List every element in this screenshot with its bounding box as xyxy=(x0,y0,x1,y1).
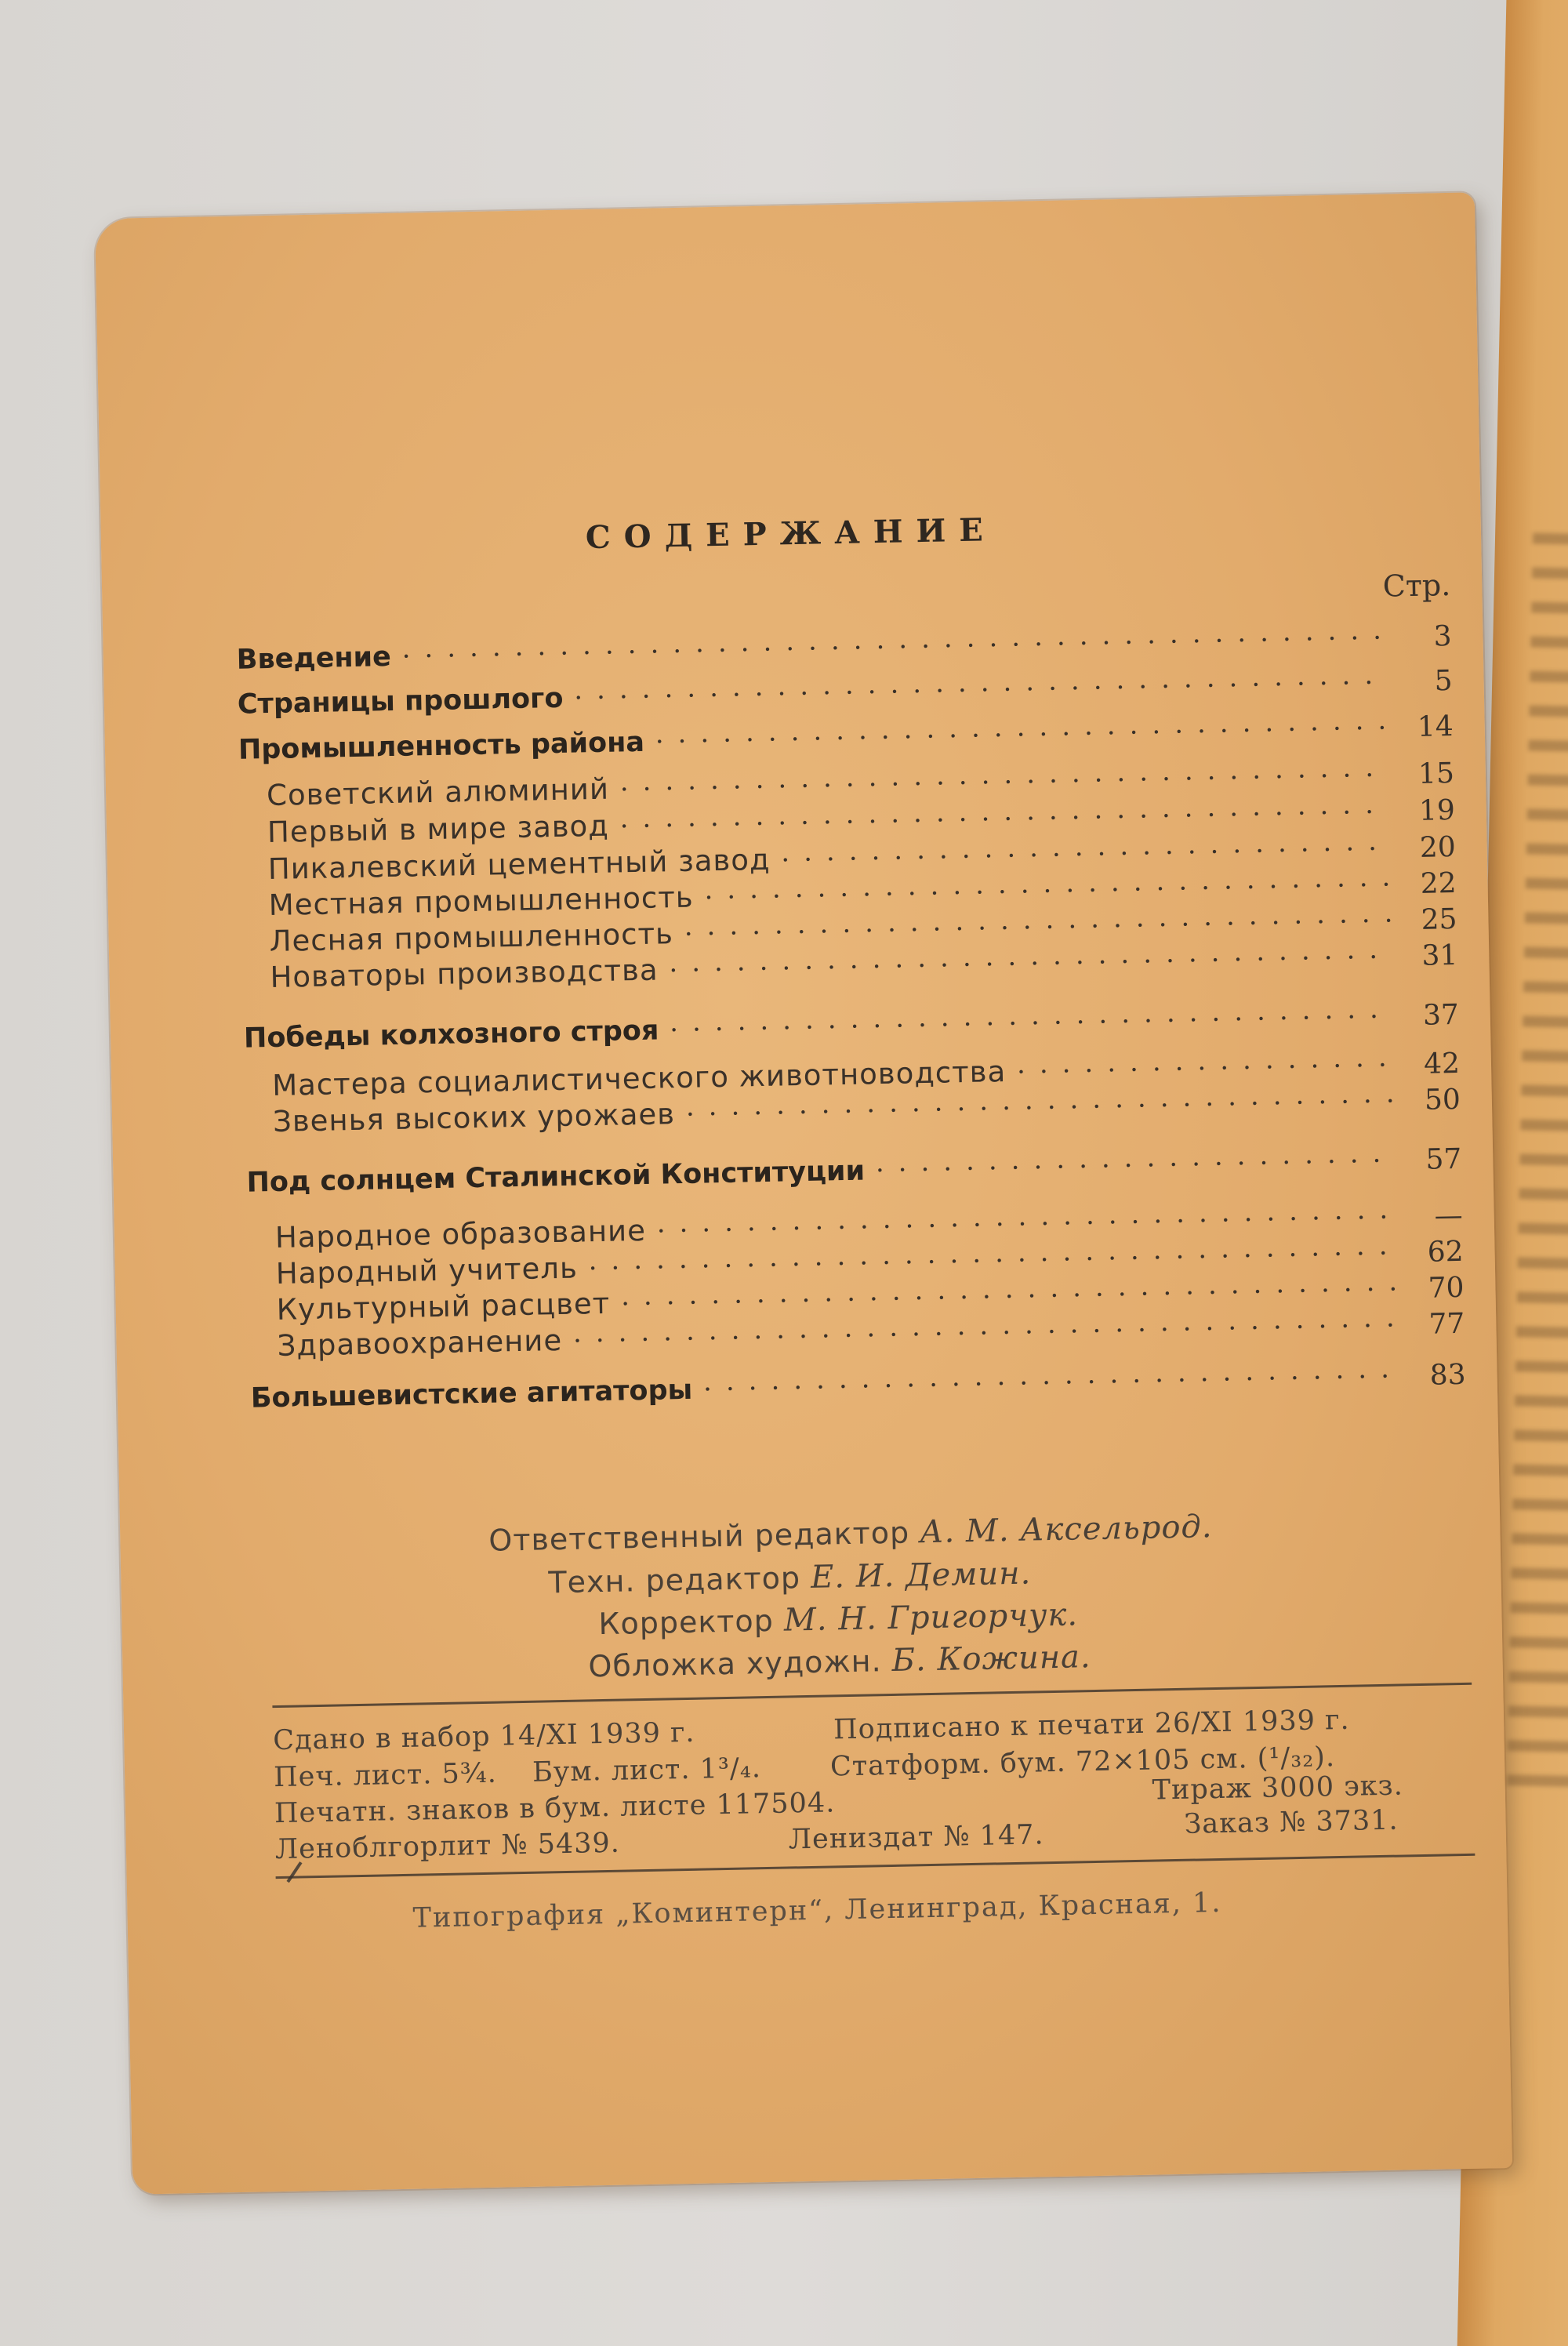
imprint-publisher: Лениздат № 147. xyxy=(788,1819,1044,1856)
toc-entry-title: Большевистские агитаторы xyxy=(250,1374,693,1414)
imprint-paper-sheets: Бум. лист. 1³/₄. xyxy=(532,1752,762,1789)
toc-entry-title: Победы колхозного строя xyxy=(243,1015,659,1055)
toc-entry-page: 5 xyxy=(1434,664,1454,698)
imprint-censor: Леноблгорлит № 5439. xyxy=(274,1827,621,1866)
credit-line xyxy=(548,1556,1032,1601)
book-page xyxy=(95,192,1512,2194)
imprint-format: Статформ. бум. 72×105 см. (¹/₃₂). xyxy=(829,1741,1336,1783)
credit-name: Е. И. Демин. xyxy=(810,1555,1032,1596)
toc-entry-title: Новаторы производства xyxy=(270,953,659,995)
toc-entry-title: Страницы прошлого xyxy=(237,682,564,721)
credit-line xyxy=(488,1509,1213,1559)
credit-name: А. М. Аксельрод. xyxy=(919,1509,1213,1551)
toc-entry-title: Народное образование xyxy=(274,1213,647,1255)
toc-entry-page: 37 xyxy=(1422,998,1460,1032)
printer-line: Типография „Коминтерн“, Ленинград, Красная, 1. xyxy=(412,1887,1222,1934)
toc-entry-page: 31 xyxy=(1421,939,1458,972)
credit-line xyxy=(598,1596,1078,1642)
toc-entry-title: Народный учитель xyxy=(275,1251,579,1291)
credit-name: Б. Кожина. xyxy=(891,1639,1092,1679)
toc-entry-title: Советский алюминий xyxy=(266,772,610,813)
toc-entry-title: Промышленность района xyxy=(238,726,645,766)
toc-entry-page: 14 xyxy=(1417,710,1454,743)
toc-entry-page: 50 xyxy=(1424,1083,1461,1117)
credit-line xyxy=(588,1639,1091,1684)
toc-entry-title: Введение xyxy=(236,641,392,676)
credit-role: Ответственный редактор xyxy=(488,1515,910,1558)
toc-entry-page: 3 xyxy=(1433,620,1452,653)
toc-entry-page: 19 xyxy=(1418,794,1456,827)
toc-entry-title: Лесная промышленность xyxy=(269,917,674,959)
toc-entry-title: Пикалевский цементный завод xyxy=(267,842,771,887)
toc-entry-title: Мастера социалистического животноводства xyxy=(271,1055,1007,1102)
credit-role: Обложка художн. xyxy=(588,1643,882,1684)
toc-entry-page: 25 xyxy=(1421,902,1457,936)
imprint-chars: Печатн. знаков в бум. листе 117504. xyxy=(274,1787,836,1830)
imprint-signed: Подписано к печати 26/XI 1939 г. xyxy=(833,1704,1350,1746)
imprint-typeset: Сдано в набор 14/XI 1939 г. xyxy=(272,1716,695,1757)
facing-page-text-shadow xyxy=(1507,533,1568,1789)
toc-entry-title: Местная промышленность xyxy=(268,880,695,923)
toc-entry-page: 77 xyxy=(1428,1307,1465,1341)
page-column-header: Стр. xyxy=(1382,568,1451,604)
credit-role: Техн. редактор xyxy=(548,1560,801,1600)
toc-entry-page: 57 xyxy=(1425,1142,1462,1176)
imprint-run: Тираж 3000 экз. xyxy=(1152,1770,1404,1807)
toc-entry-title: Звенья высоких урожаев xyxy=(272,1097,676,1138)
credit-name: М. Н. Григорчук. xyxy=(783,1596,1079,1639)
toc-entry-title: Культурный расцвет xyxy=(276,1286,611,1327)
toc-entry-page: 22 xyxy=(1420,866,1457,900)
toc-entry-page: 70 xyxy=(1428,1271,1465,1305)
page-title: СОДЕРЖАНИЕ xyxy=(585,511,997,557)
page-content xyxy=(95,192,1512,2194)
toc-entry-page: 83 xyxy=(1429,1358,1466,1392)
credit-role: Корректор xyxy=(598,1603,775,1642)
imprint-order: Заказ № 3731. xyxy=(1184,1804,1399,1840)
toc-entry-title: Здравоохранение xyxy=(277,1323,563,1363)
toc-entry-page: 15 xyxy=(1417,757,1455,790)
toc-entry-page: — xyxy=(1434,1199,1464,1233)
imprint-print-sheets: Печ. лист. 5¾. xyxy=(273,1757,498,1794)
toc-entry-page: 62 xyxy=(1427,1235,1464,1269)
toc-entry-page: 20 xyxy=(1419,830,1457,864)
toc-entry-title: Первый в мире завод xyxy=(267,808,610,850)
toc-entry-page: 42 xyxy=(1423,1047,1461,1080)
toc-entry-title: Под солнцем Сталинской Конституции xyxy=(246,1155,866,1199)
